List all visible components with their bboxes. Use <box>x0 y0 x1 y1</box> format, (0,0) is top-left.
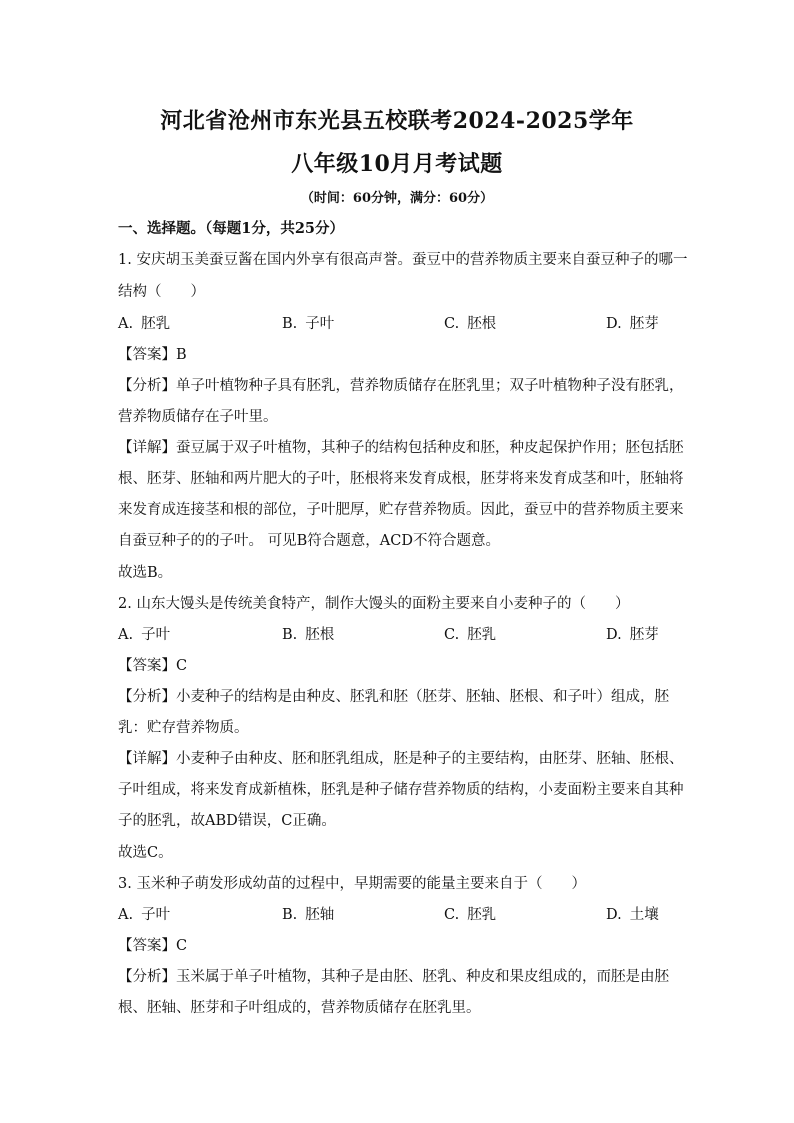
q1-answer: 【答案】B <box>118 347 187 363</box>
q2-detail-line-1: 【详解】小麦种子由种皮、胚和胚乳组成，胚是种子的主要结构，由胚芽、胚轴、胚根、 <box>118 751 684 767</box>
q2-answer: 【答案】C <box>118 658 188 674</box>
q1-option-b: B. 子叶 <box>282 316 335 332</box>
q2-detail-line-3: 子的胚乳，故ABD错误，C正确。 <box>118 813 336 829</box>
q3-analysis-line-1: 【分析】玉米属于单子叶植物，其种子是由胚、胚乳、种皮和果皮组成的，而胚是由胚 <box>118 969 669 985</box>
q2-analysis-line-2: 乳：贮存营养物质。 <box>118 720 249 736</box>
q3-option-c: C. 胚乳 <box>444 907 497 923</box>
q1-stem-line-1: 1. 安庆胡玉美蚕豆酱在国内外享有很高声誉。蚕豆中的营养物质主要来自蚕豆种子的哪一 <box>118 252 688 268</box>
q1-detail-line-1: 【详解】蚕豆属于双子叶植物，其种子的结构包括种皮和胚，种皮起保护作用；胚包括胚 <box>118 440 684 456</box>
exam-time-score: （时间：60分钟，满分：60分） <box>300 191 494 206</box>
q1-analysis-line-1: 【分析】单子叶植物种子具有胚乳，营养物质储存在胚乳里；双子叶植物种子没有胚乳， <box>118 378 684 394</box>
q1-option-d: D. 胚芽 <box>606 316 659 332</box>
q1-option-c: C. 胚根 <box>444 316 497 332</box>
q1-conclusion: 故选B。 <box>118 565 173 581</box>
q1-detail-line-2: 根、胚芽、胚轴和两片肥大的子叶，胚根将来发育成根，胚芽将来发育成茎和叶，胚轴将 <box>118 471 684 487</box>
q2-analysis-line-1: 【分析】小麦种子的结构是由种皮、胚乳和胚（胚芽、胚轴、胚根、和子叶）组成，胚 <box>118 689 669 705</box>
q3-option-b: B. 胚轴 <box>282 907 335 923</box>
title-line-2: 八年级10月月考试题 <box>291 151 503 177</box>
q1-detail-line-3: 来发育成连接茎和根的部位，子叶肥厚，贮存营养物质。因此，蚕豆中的营养物质主要来 <box>118 502 684 518</box>
q2-conclusion: 故选C。 <box>118 845 173 861</box>
q3-option-a: A. 子叶 <box>118 907 171 923</box>
q3-analysis-line-2: 根、胚轴、胚芽和子叶组成的，营养物质储存在胚乳里。 <box>118 1000 481 1016</box>
q3-option-d: D. 土壤 <box>606 907 659 923</box>
q1-detail-line-4: 自蚕豆种子的的子叶。 可见B符合题意，ACD不符合题意。 <box>118 533 500 549</box>
q1-stem-line-2: 结构（ ） <box>118 284 205 300</box>
q2-option-a: A. 子叶 <box>118 627 171 643</box>
q1-analysis-line-2: 营养物质储存在子叶里。 <box>118 409 278 425</box>
q2-option-b: B. 胚根 <box>282 627 335 643</box>
q3-answer: 【答案】C <box>118 938 188 954</box>
section-heading: 一、选择题。（每题1分，共25分） <box>118 220 345 237</box>
title-line-1: 河北省沧州市东光县五校联考2024-2025学年 <box>160 108 634 134</box>
q2-option-d: D. 胚芽 <box>606 627 659 643</box>
q2-option-c: C. 胚乳 <box>444 627 497 643</box>
q2-stem-line-1: 2. 山东大馒头是传统美食特产，制作大馒头的面粉主要来自小麦种子的（ ） <box>118 596 630 612</box>
q3-stem-line-1: 3. 玉米种子萌发形成幼苗的过程中，早期需要的能量主要来自于（ ） <box>118 876 586 892</box>
q2-detail-line-2: 子叶组成，将来发育成新植株，胚乳是种子储存营养物质的结构，小麦面粉主要来自其种 <box>118 782 684 798</box>
q1-option-a: A. 胚乳 <box>118 316 171 332</box>
